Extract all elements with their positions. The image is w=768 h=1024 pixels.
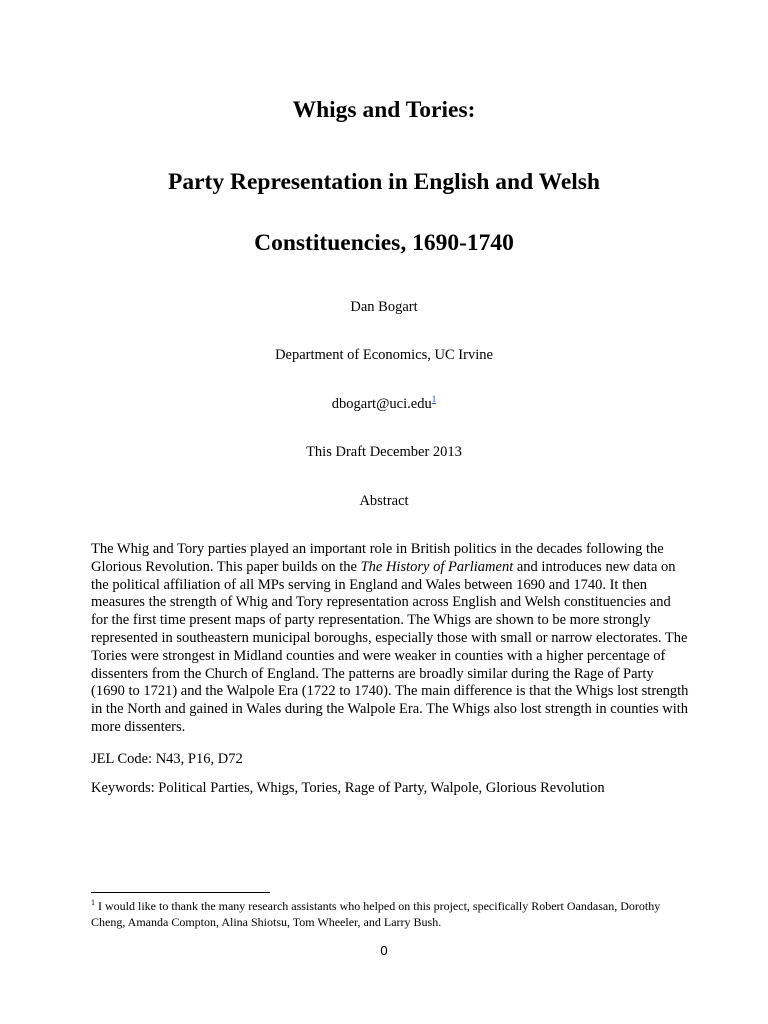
abstract-text-part-1: The Whig and Tory parties played an important role in British politics in the decades following the Glorious Revolution. This paper builds on the [91, 541, 664, 575]
page-number: 0 [380, 943, 388, 958]
footnote-reference-link[interactable]: 1 [431, 394, 437, 405]
abstract-heading: Abstract [359, 493, 409, 509]
abstract-text-part-2: and introduces new data on the political affiliation of all MPs serving in England and Wales between 1690 and 1740. It then measures the strength of Whig and Tory representation across English and Welsh constituencies and for the first time present maps of party representation. The Whigs are shown to be more strongly represented in southeastern municipal boroughs, especially those with small or narrow electorates. The Tories were strongest in Midland counties and were weaker in counties with a higher percentage of dissenters from the Church of England. The patterns are broadly similar during the Rage of Party (1690 to 1721) and the Walpole Era (1722 to 1740). The main difference is that the Whigs lost strength in the North and gained in Wales during the Walpole Era. The Whigs also lost strength in counties with more dissenters. [91, 558, 689, 735]
jel-codes: JEL Code: N43, P16, D72 [91, 751, 243, 767]
title-line-2: Party Representation in English and Welsh [168, 169, 600, 195]
abstract-cited-title: The History of Parliament [360, 558, 514, 575]
keywords: Keywords: Political Parties, Whigs, Tories, Rage of Party, Walpole, Glorious Revolution [91, 780, 605, 796]
author-email-line [0, 395, 768, 413]
footnote-divider [91, 892, 270, 893]
draft-date: This Draft December 2013 [306, 444, 462, 460]
author-affiliation: Department of Economics, UC Irvine [275, 347, 493, 363]
abstract-text [91, 541, 691, 737]
title-line-3: Constituencies, 1690-1740 [254, 230, 514, 256]
footnote-marker: 1 [91, 898, 95, 907]
author-email: dbogart@uci.edu [331, 396, 432, 412]
title-line-1: Whigs and Tories: [292, 97, 476, 123]
footnote-text: I would like to thank the many research assistants who helped on this project, specifically Robert Oandasan, Dorothy Cheng, Amanda Compton, Alina Shiotsu, Tom Wheeler, and Larry Bush. [91, 899, 661, 929]
footnote [91, 899, 691, 930]
author-name: Dan Bogart [350, 299, 418, 315]
